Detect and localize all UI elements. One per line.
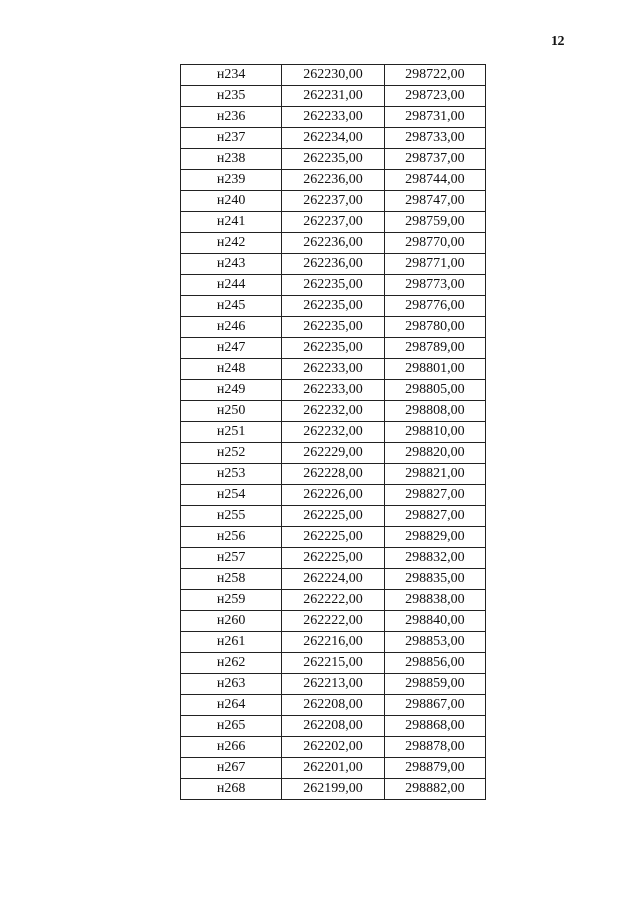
y-coordinate-cell: 298722,00 bbox=[384, 65, 485, 86]
y-coordinate-cell: 298882,00 bbox=[384, 779, 485, 800]
y-coordinate-cell: 298868,00 bbox=[384, 716, 485, 737]
point-id-cell: н248 bbox=[181, 359, 282, 380]
point-id-cell: н252 bbox=[181, 443, 282, 464]
point-id-cell: н240 bbox=[181, 191, 282, 212]
table-row bbox=[181, 65, 486, 86]
x-coordinate-cell: 262228,00 bbox=[282, 464, 384, 485]
x-coordinate-cell: 262235,00 bbox=[282, 338, 384, 359]
y-coordinate-cell: 298723,00 bbox=[384, 86, 485, 107]
x-coordinate-cell: 262233,00 bbox=[282, 107, 384, 128]
table-row bbox=[181, 653, 486, 674]
point-id-cell: н237 bbox=[181, 128, 282, 149]
y-coordinate-cell: 298853,00 bbox=[384, 632, 485, 653]
x-coordinate-cell: 262230,00 bbox=[282, 65, 384, 86]
x-coordinate-cell: 262222,00 bbox=[282, 611, 384, 632]
table-row bbox=[181, 170, 486, 191]
point-id-cell: н258 bbox=[181, 569, 282, 590]
x-coordinate-cell: 262225,00 bbox=[282, 506, 384, 527]
table-row bbox=[181, 296, 486, 317]
point-id-cell: н251 bbox=[181, 422, 282, 443]
x-coordinate-cell: 262235,00 bbox=[282, 296, 384, 317]
table-row bbox=[181, 317, 486, 338]
y-coordinate-cell: 298832,00 bbox=[384, 548, 485, 569]
x-coordinate-cell: 262208,00 bbox=[282, 695, 384, 716]
table-row bbox=[181, 716, 486, 737]
table-row bbox=[181, 107, 486, 128]
y-coordinate-cell: 298810,00 bbox=[384, 422, 485, 443]
y-coordinate-cell: 298801,00 bbox=[384, 359, 485, 380]
point-id-cell: н257 bbox=[181, 548, 282, 569]
y-coordinate-cell: 298859,00 bbox=[384, 674, 485, 695]
y-coordinate-cell: 298733,00 bbox=[384, 128, 485, 149]
table-row bbox=[181, 758, 486, 779]
table-row bbox=[181, 548, 486, 569]
y-coordinate-cell: 298737,00 bbox=[384, 149, 485, 170]
table-row bbox=[181, 632, 486, 653]
table-row bbox=[181, 380, 486, 401]
point-id-cell: н235 bbox=[181, 86, 282, 107]
point-id-cell: н266 bbox=[181, 737, 282, 758]
point-id-cell: н243 bbox=[181, 254, 282, 275]
point-id-cell: н264 bbox=[181, 695, 282, 716]
x-coordinate-cell: 262224,00 bbox=[282, 569, 384, 590]
x-coordinate-cell: 262216,00 bbox=[282, 632, 384, 653]
point-id-cell: н265 bbox=[181, 716, 282, 737]
table-row bbox=[181, 338, 486, 359]
point-id-cell: н234 bbox=[181, 65, 282, 86]
point-id-cell: н249 bbox=[181, 380, 282, 401]
y-coordinate-cell: 298835,00 bbox=[384, 569, 485, 590]
point-id-cell: н236 bbox=[181, 107, 282, 128]
y-coordinate-cell: 298770,00 bbox=[384, 233, 485, 254]
x-coordinate-cell: 262237,00 bbox=[282, 191, 384, 212]
table-row bbox=[181, 86, 486, 107]
x-coordinate-cell: 262235,00 bbox=[282, 149, 384, 170]
x-coordinate-cell: 262235,00 bbox=[282, 275, 384, 296]
point-id-cell: н245 bbox=[181, 296, 282, 317]
point-id-cell: н241 bbox=[181, 212, 282, 233]
x-coordinate-cell: 262232,00 bbox=[282, 422, 384, 443]
table-row bbox=[181, 779, 486, 800]
x-coordinate-cell: 262237,00 bbox=[282, 212, 384, 233]
y-coordinate-cell: 298879,00 bbox=[384, 758, 485, 779]
x-coordinate-cell: 262229,00 bbox=[282, 443, 384, 464]
x-coordinate-cell: 262233,00 bbox=[282, 380, 384, 401]
x-coordinate-cell: 262236,00 bbox=[282, 254, 384, 275]
x-coordinate-cell: 262231,00 bbox=[282, 86, 384, 107]
point-id-cell: н244 bbox=[181, 275, 282, 296]
x-coordinate-cell: 262213,00 bbox=[282, 674, 384, 695]
table-row bbox=[181, 464, 486, 485]
y-coordinate-cell: 298820,00 bbox=[384, 443, 485, 464]
coordinates-table bbox=[180, 64, 486, 800]
y-coordinate-cell: 298808,00 bbox=[384, 401, 485, 422]
y-coordinate-cell: 298827,00 bbox=[384, 506, 485, 527]
y-coordinate-cell: 298789,00 bbox=[384, 338, 485, 359]
x-coordinate-cell: 262222,00 bbox=[282, 590, 384, 611]
point-id-cell: н254 bbox=[181, 485, 282, 506]
y-coordinate-cell: 298773,00 bbox=[384, 275, 485, 296]
point-id-cell: н260 bbox=[181, 611, 282, 632]
y-coordinate-cell: 298838,00 bbox=[384, 590, 485, 611]
table-row bbox=[181, 695, 486, 716]
point-id-cell: н267 bbox=[181, 758, 282, 779]
table-row bbox=[181, 506, 486, 527]
point-id-cell: н253 bbox=[181, 464, 282, 485]
table-row bbox=[181, 443, 486, 464]
table-row bbox=[181, 233, 486, 254]
y-coordinate-cell: 298840,00 bbox=[384, 611, 485, 632]
x-coordinate-cell: 262201,00 bbox=[282, 758, 384, 779]
point-id-cell: н255 bbox=[181, 506, 282, 527]
table-row bbox=[181, 191, 486, 212]
table-row bbox=[181, 359, 486, 380]
x-coordinate-cell: 262208,00 bbox=[282, 716, 384, 737]
page-number: 12 bbox=[551, 34, 564, 49]
coordinates-table-body bbox=[181, 65, 486, 800]
x-coordinate-cell: 262236,00 bbox=[282, 170, 384, 191]
table-row bbox=[181, 674, 486, 695]
y-coordinate-cell: 298856,00 bbox=[384, 653, 485, 674]
y-coordinate-cell: 298867,00 bbox=[384, 695, 485, 716]
point-id-cell: н238 bbox=[181, 149, 282, 170]
y-coordinate-cell: 298821,00 bbox=[384, 464, 485, 485]
x-coordinate-cell: 262235,00 bbox=[282, 317, 384, 338]
table-row bbox=[181, 422, 486, 443]
point-id-cell: н247 bbox=[181, 338, 282, 359]
x-coordinate-cell: 262225,00 bbox=[282, 527, 384, 548]
y-coordinate-cell: 298759,00 bbox=[384, 212, 485, 233]
table-row bbox=[181, 485, 486, 506]
table-row bbox=[181, 149, 486, 170]
point-id-cell: н250 bbox=[181, 401, 282, 422]
y-coordinate-cell: 298744,00 bbox=[384, 170, 485, 191]
table-row bbox=[181, 254, 486, 275]
point-id-cell: н259 bbox=[181, 590, 282, 611]
point-id-cell: н262 bbox=[181, 653, 282, 674]
point-id-cell: н239 bbox=[181, 170, 282, 191]
table-row bbox=[181, 590, 486, 611]
x-coordinate-cell: 262199,00 bbox=[282, 779, 384, 800]
table-row bbox=[181, 212, 486, 233]
point-id-cell: н268 bbox=[181, 779, 282, 800]
table-row bbox=[181, 527, 486, 548]
point-id-cell: н242 bbox=[181, 233, 282, 254]
x-coordinate-cell: 262232,00 bbox=[282, 401, 384, 422]
table-row bbox=[181, 737, 486, 758]
y-coordinate-cell: 298771,00 bbox=[384, 254, 485, 275]
y-coordinate-cell: 298878,00 bbox=[384, 737, 485, 758]
x-coordinate-cell: 262233,00 bbox=[282, 359, 384, 380]
y-coordinate-cell: 298731,00 bbox=[384, 107, 485, 128]
table-row bbox=[181, 275, 486, 296]
point-id-cell: н263 bbox=[181, 674, 282, 695]
y-coordinate-cell: 298747,00 bbox=[384, 191, 485, 212]
y-coordinate-cell: 298827,00 bbox=[384, 485, 485, 506]
x-coordinate-cell: 262225,00 bbox=[282, 548, 384, 569]
table-row bbox=[181, 611, 486, 632]
y-coordinate-cell: 298780,00 bbox=[384, 317, 485, 338]
y-coordinate-cell: 298829,00 bbox=[384, 527, 485, 548]
point-id-cell: н261 bbox=[181, 632, 282, 653]
y-coordinate-cell: 298776,00 bbox=[384, 296, 485, 317]
table-row bbox=[181, 128, 486, 149]
point-id-cell: н246 bbox=[181, 317, 282, 338]
table-row bbox=[181, 401, 486, 422]
x-coordinate-cell: 262226,00 bbox=[282, 485, 384, 506]
point-id-cell: н256 bbox=[181, 527, 282, 548]
x-coordinate-cell: 262215,00 bbox=[282, 653, 384, 674]
x-coordinate-cell: 262234,00 bbox=[282, 128, 384, 149]
y-coordinate-cell: 298805,00 bbox=[384, 380, 485, 401]
x-coordinate-cell: 262236,00 bbox=[282, 233, 384, 254]
table-row bbox=[181, 569, 486, 590]
x-coordinate-cell: 262202,00 bbox=[282, 737, 384, 758]
